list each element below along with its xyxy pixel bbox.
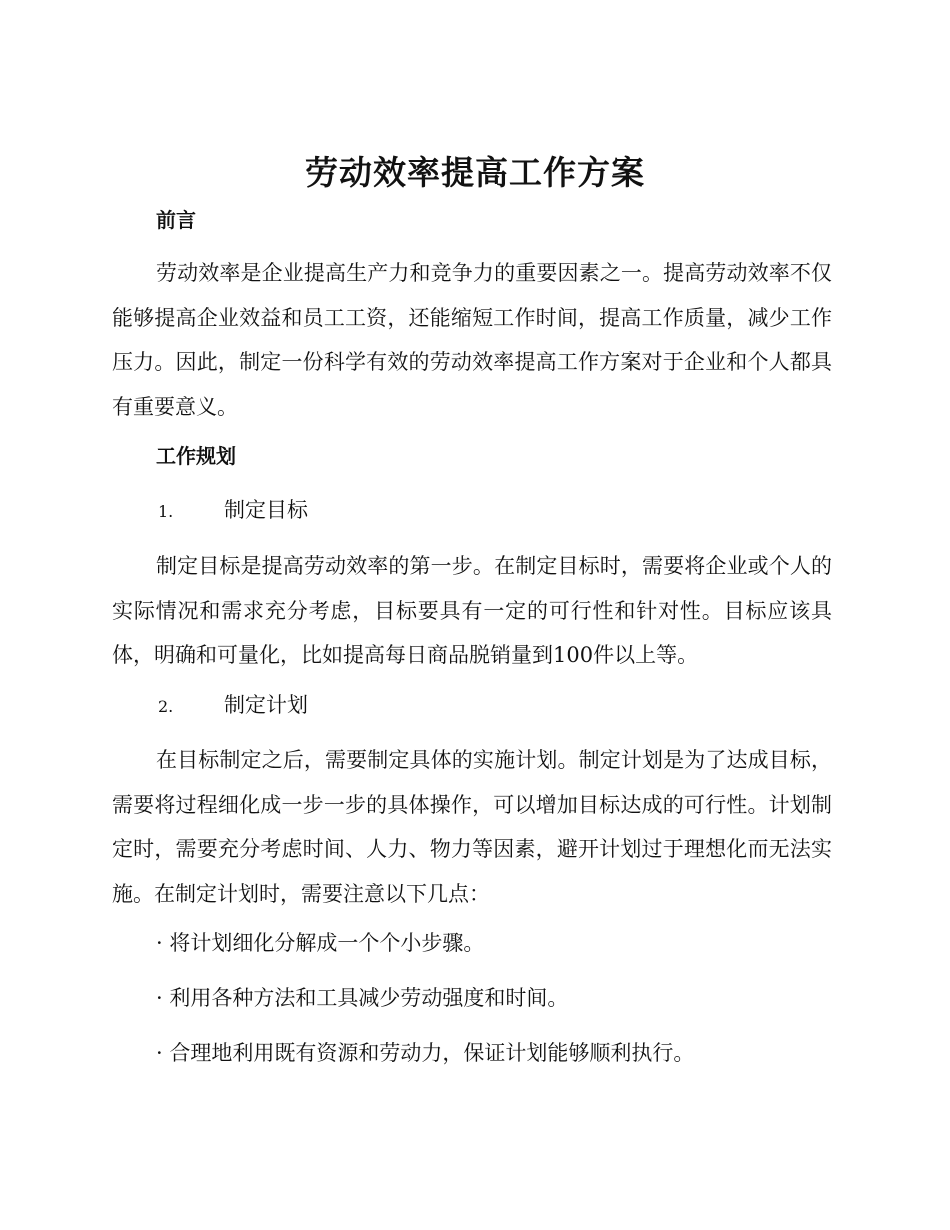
section-heading-preface: 前言	[156, 208, 196, 232]
planning-item-1	[158, 495, 308, 527]
bullet-item: · 利用各种方法和工具减少劳动强度和时间。	[156, 986, 569, 1010]
bullet-item: · 将计划细化分解成一个个小步骤。	[156, 931, 485, 955]
item-title: 制定计划	[224, 693, 308, 717]
section-heading-planning: 工作规划	[156, 444, 236, 468]
item-1-paragraph: 制定目标是提高劳动效率的第一步。在制定目标时，需要将企业或个人的实际情况和需求充分考虑，目标要具有一定的可行性和针对性。目标应该具体，明确和可量化，比如提高每日商品脱销量到100件以上等。	[112, 554, 832, 667]
bullet-item: · 合理地利用既有资源和劳动力，保证计划能够顺利执行。	[156, 1041, 695, 1065]
planning-item-2	[158, 690, 308, 722]
item-title: 制定目标	[224, 498, 308, 522]
item-2-paragraph: 在目标制定之后，需要制定具体的实施计划。制定计划是为了达成目标，需要将过程细化成一步一步的具体操作，可以增加目标达成的可行性。计划制定时，需要充分考虑时间、人力、物力等因素，避开计划过于理想化而无法实施。在制定计划时，需要注意以下几点：	[112, 748, 832, 906]
item-number: 2.	[158, 697, 174, 716]
preface-paragraph: 劳动效率是企业提高生产力和竞争力的重要因素之一。提高劳动效率不仅能够提高企业效益和员工工资，还能缩短工作时间，提高工作质量，减少工作压力。因此，制定一份科学有效的劳动效率提高工作方案对于企业和个人都具有重要意义。	[112, 261, 832, 419]
document-title: 劳动效率提高工作方案	[305, 153, 645, 192]
item-number: 1.	[158, 502, 174, 521]
